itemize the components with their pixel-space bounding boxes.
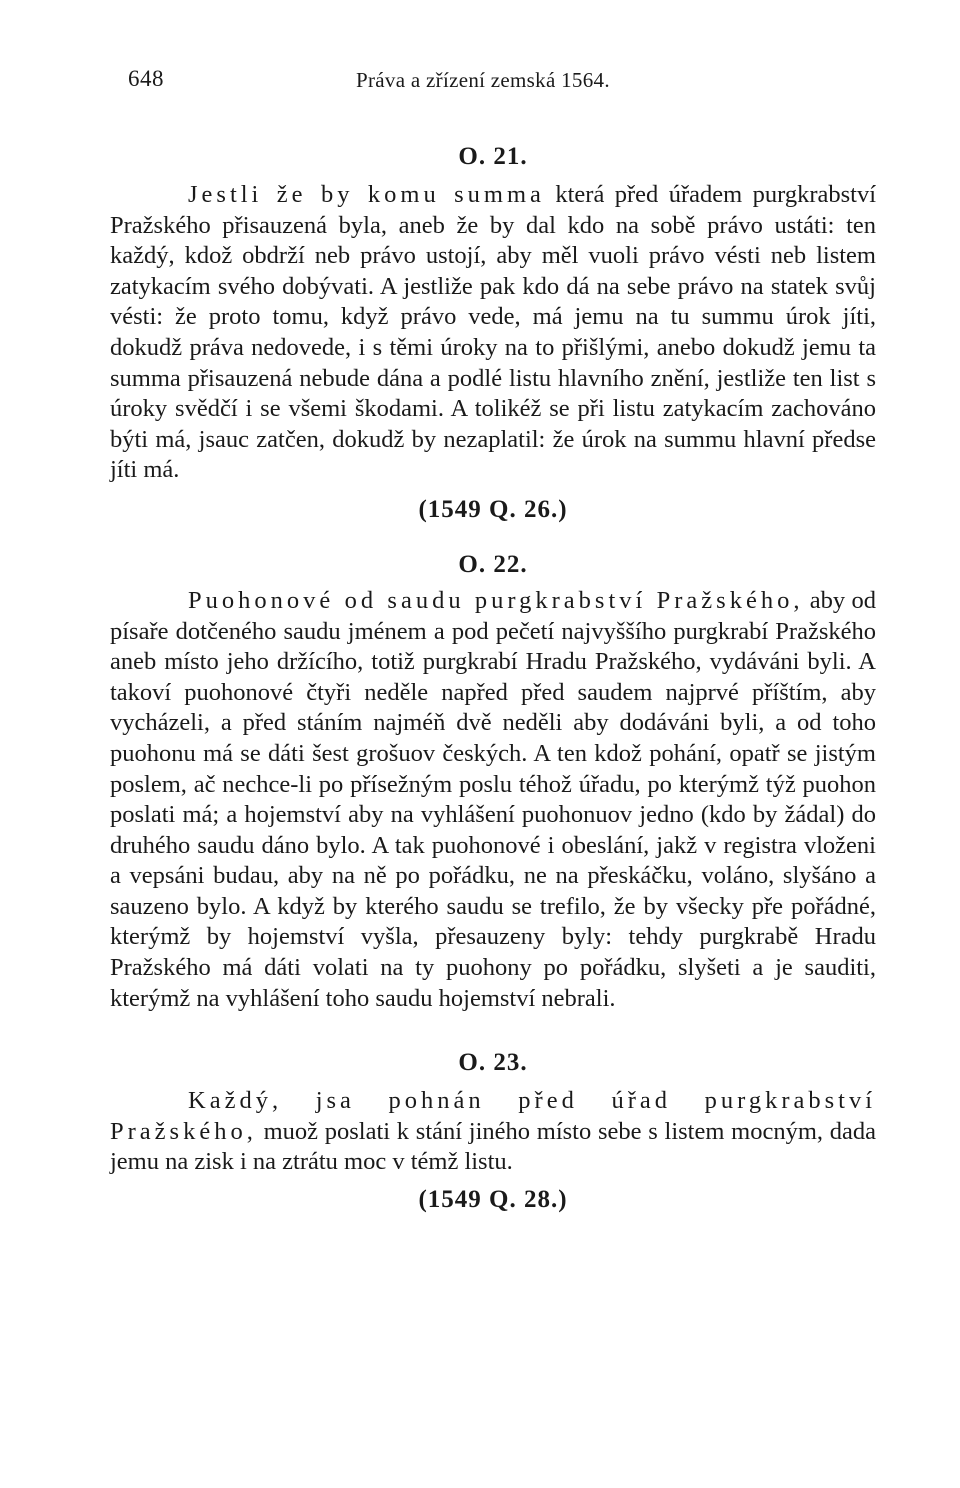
paragraph-body: aby od písaře dotčeného saudu jménem a pod pečetí najvyššího purgkrabí Pražského aneb místo jeho držícího, totiž purgkrabí Hradu Pražského, vydáváni byli. A takoví puohonové čtyři neděle napřed před saudem najprvé příštím, aby vycházeli, a před stáním najméň dvě neděli aby dodáváni byli, a od toho puohonu má se dáti šest grošuov českých. A ten kdož pohání, opatř se jistým poslem, ač nechce-li po přísežným poslu téhož úřadu, po kterýmž týž puohon poslati má; a hojemství aby na vyhlášení puohonuov jedno (kdo by žádal) do druhého saudu dáno bylo. A tak puohonové i obeslání, jakž v registra vloženi a vepsáni budau, aby na ně po pořádku, ne na přeskáčku, voláno, slyšáno a sauzeno bylo. A když by kterého saudu se trefilo, že by všecky pře pořádné, kterýmž by hojemství vyšla, přesauzeny byly: tehdy purgkrabě Hradu Pražského má dáti volati na ty puohony po pořádku, slyšeti a je sauditi, kterýmž na vyhlášení toho saudu hojemství nebrali.	[110, 586, 877, 1012]
section-citation: (1549 Q. 26.)	[418, 495, 568, 523]
paragraph-body: muož poslati k stání jiného místo sebe s listem mocným, dada jemu na zisk i na ztrátu moc v témž listu.	[110, 1117, 876, 1176]
section-paragraph	[110, 1086, 876, 1178]
paragraph-lead: Puohonové od saudu purgkrabství Pražského,	[188, 586, 804, 614]
section-heading: O. 22.	[458, 550, 528, 578]
page-number: 648	[128, 66, 164, 91]
section-paragraph	[110, 586, 876, 1014]
paragraph-lead: Každý, jsa pohnán před úřad purgkrabství Pražského,	[110, 1087, 876, 1145]
paragraph-body: která před úřadem purgkrabství Pražského přisauzená byla, aneb že by dal kdo na sobě právo ustáti: ten každý, kdož obdrží neb právo ustojí, aby měl vuoli právo vésti neb listem zatykacím svého dobývati. A jestliže pak kdo dá na sebe právo na statek svůj vésti: že proto tomu, když právo vede, má jemu na tu summu úrok jíti, dokudž práva nedovede, i s těmi úroky na to přišlými, anebo dokudž jemu ta summa přisauzená nebude dána a podlé listu hlavního znění, jestliže ten list s úroky svědčí i se všemi škodami. A tolikéž se při listu zatykacím zachováno býti má, jsauc zatčen, dokudž by nezaplatil: že úrok na summu hlavní předse jíti má.	[110, 181, 876, 484]
page-header	[128, 66, 668, 102]
section-heading: O. 23.	[458, 1049, 528, 1077]
section-citation: (1549 Q. 28.)	[418, 1186, 568, 1214]
section-heading: O. 21.	[458, 143, 528, 170]
section-paragraph	[110, 180, 876, 486]
running-title: Práva a zřízení zemská 1564.	[356, 68, 610, 92]
page-content	[110, 128, 876, 1220]
paragraph-lead: Jestli že by komu summa	[188, 181, 545, 208]
